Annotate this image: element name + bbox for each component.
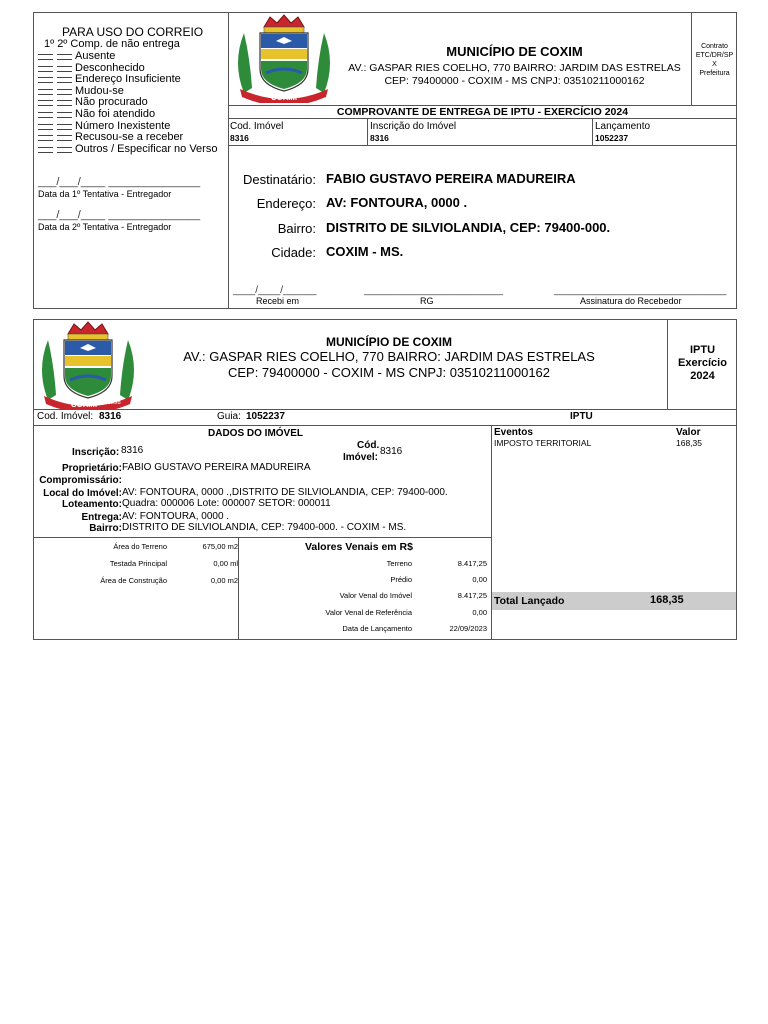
bairro-value-bill: DISTRITO DE SILVIOLANDIA, CEP: 79400-000. - COXIM - MS. [122, 522, 407, 533]
area-value: 0,00 ml [213, 560, 238, 568]
bairro-value: DISTRITO DE SILVIOLANDIA, CEP: 79400-000. [326, 220, 611, 235]
cidade-label: Cidade: [271, 245, 316, 260]
checkbox-1st-attempt[interactable] [38, 77, 53, 83]
venal-label: Valor Venal do Imóvel [339, 591, 412, 601]
destinatario-label: Destinatário: [243, 172, 316, 187]
tentativa2-label: Data da 2º Tentativa - Entregador [38, 222, 172, 232]
entrega-value: AV: FONTOURA, 0000 . [122, 511, 230, 522]
proprietario-value: FABIO GUSTAVO PEREIRA MADUREIRA [122, 462, 311, 473]
checkbox-1st-attempt[interactable] [38, 66, 53, 72]
cidade-value: COXIM - MS. [326, 244, 404, 259]
crest-text: COXIM [270, 93, 298, 102]
local-label: Local do Imóvel: [43, 488, 122, 499]
comprovante-title: COMPROVANTE DE ENTREGA DE IPTU - EXERCÍCIO 2024 [336, 106, 629, 118]
bairro-label-bill: Bairro: [89, 523, 122, 534]
checkbox-1st-attempt[interactable] [38, 100, 53, 106]
iptu-label: IPTU [570, 411, 593, 422]
bill-address-line1: AV.: GASPAR RIES COELHO, 770 BAIRRO: JARDIM DAS ESTRELAS [183, 349, 595, 364]
correio-title: PARA USO DO CORREIO [62, 25, 204, 39]
inscricao-value-bill: 8316 [121, 445, 144, 456]
cod-imovel-label: Cod. Imóvel [230, 121, 284, 132]
proprietario-label: Proprietário: [61, 463, 122, 474]
address-line1: AV.: GASPAR RIES COELHO, 770 BAIRRO: JARDIM DAS ESTRELAS [348, 62, 681, 74]
area-value: 675,00 m2 [202, 543, 238, 551]
contrato-box: Contrato ETC/DR/SP X Prefeitura [695, 43, 734, 77]
checkbox-1st-attempt[interactable] [38, 135, 53, 141]
bairro-label: Bairro: [277, 221, 316, 236]
checkbox-1st-attempt[interactable] [38, 112, 53, 118]
tentativa1-label: Data da 1º Tentativa - Entregador [38, 189, 172, 199]
venal-value: 22/09/2023 [449, 623, 487, 633]
endereco-value: AV: FONTOURA, 0000 . [326, 195, 468, 210]
address-line2: CEP: 79400000 - COXIM - MS CNPJ: 03510211000162 [384, 75, 645, 87]
checkbox-2nd-attempt[interactable] [57, 77, 72, 83]
recebi-em-label: Recebi em [256, 296, 300, 306]
correio-option-label: Recusou-se a receber [75, 131, 184, 144]
signature-date-blank: ____/____/______ [233, 285, 317, 296]
lancamento-value: 1052237 [595, 133, 629, 143]
valor-header: Valor [676, 427, 701, 438]
checkbox-1st-attempt[interactable] [38, 54, 53, 60]
crest-year: 1898 [107, 400, 121, 406]
checkbox-2nd-attempt[interactable] [57, 66, 72, 72]
destinatario-value: FABIO GUSTAVO PEREIRA MADUREIRA [326, 171, 576, 186]
area-label: Testada Principal [109, 559, 167, 568]
checkbox-2nd-attempt[interactable] [57, 147, 72, 153]
inscricao-label: Inscrição do Imóvel [370, 121, 457, 132]
cod-value-bill: 8316 [380, 446, 403, 457]
evento-name: IMPOSTO TERRITORIAL [494, 438, 592, 448]
municipio-title: MUNICÍPIO DE COXIM [446, 44, 583, 59]
iptu-exercicio-box: IPTU Exercício 2024 [678, 344, 727, 382]
correio-option-label: Endereço Insuficiente [75, 73, 181, 86]
guia-label: Guia: [217, 411, 241, 422]
municipal-crest-logo [230, 13, 338, 103]
checkbox-2nd-attempt[interactable] [57, 100, 72, 106]
venal-value: 0,00 [472, 575, 487, 585]
evento-value: 168,35 [676, 438, 702, 448]
venal-label: Data de Lançamento [342, 623, 412, 633]
checkbox-2nd-attempt[interactable] [57, 124, 72, 130]
correio-option-label: Ausente [75, 50, 116, 62]
correio-option-label: Outros / Especificar no Verso [75, 142, 218, 155]
lancamento-label: Lançamento [595, 121, 651, 132]
tentativa2-blank: ___/___/____ _______________ [38, 209, 201, 221]
municipal-crest-logo-bill [34, 320, 142, 410]
checkbox-2nd-attempt[interactable] [57, 89, 72, 95]
checkbox-2nd-attempt[interactable] [57, 112, 72, 118]
signature-sign-blank: _______________________________ [554, 285, 727, 296]
guia-value: 1052237 [246, 411, 285, 422]
venal-value: 8.417,25 [457, 559, 487, 568]
checkbox-1st-attempt[interactable] [38, 89, 53, 95]
bill-cod-imovel-value: 8316 [99, 411, 122, 422]
tentativa1-blank: ___/___/____ _______________ [38, 176, 201, 188]
dados-imovel-title: DADOS DO IMÓVEL [208, 428, 304, 439]
cod-imovel-value: 8316 [230, 133, 249, 143]
area-label: Área do Terreno [113, 542, 167, 551]
checkbox-1st-attempt[interactable] [38, 147, 53, 153]
total-label: Total Lançado [494, 595, 565, 607]
bill-address-line2: CEP: 79400000 - COXIM - MS CNPJ: 03510211000162 [227, 365, 551, 380]
correio-option-label: Não procurado [75, 96, 148, 109]
cod-label-a: Cód. [357, 440, 380, 451]
assinatura-label: Assinatura do Recebedor [580, 296, 682, 306]
eventos-header: Eventos [494, 427, 533, 438]
bill-cod-imovel-label: Cod. Imóvel: [37, 411, 94, 422]
venal-value: 0,00 [472, 607, 487, 617]
total-value: 168,35 [650, 594, 684, 606]
rg-label: RG [420, 296, 434, 306]
compromissario-label: Compromissário: [39, 475, 122, 486]
area-label: Área de Construção [100, 576, 167, 585]
venal-value: 8.417,25 [457, 591, 487, 601]
checkbox-1st-attempt[interactable] [38, 124, 53, 130]
venal-label: Prédio [390, 575, 412, 585]
correio-option-label: Não foi atendido [75, 108, 156, 120]
area-value: 0,00 m2 [210, 577, 238, 585]
correio-option-label: Número Inexistente [75, 119, 171, 132]
correio-option-label: Mudou-se [75, 84, 124, 97]
venal-label: Terreno [386, 559, 412, 568]
crest-text-bill: COXIM [70, 400, 98, 409]
local-value: AV: FONTOURA, 0000 .,DISTRITO DE SILVIOLANDIA, CEP: 79400-000. [122, 487, 448, 498]
loteamento-value: Quadra: 000006 Lote: 000007 SETOR: 000011 [122, 498, 331, 509]
inscricao-label-bill: Inscrição: [72, 447, 120, 458]
inscricao-value: 8316 [370, 133, 389, 143]
endereco-label: Endereço: [256, 196, 316, 211]
cod-label-b: Imóvel: [343, 452, 379, 463]
loteamento-label: Loteamento: [62, 499, 122, 510]
venais-title: Valores Venais em R$ [305, 541, 413, 553]
entrega-label: Entrega: [81, 512, 122, 523]
checkbox-2nd-attempt[interactable] [57, 135, 72, 141]
venal-label: Valor Venal de Referência [325, 607, 412, 617]
correio-option-label: Desconhecido [75, 61, 145, 74]
signature-rg-blank: _________________________ [364, 285, 504, 296]
correio-col-header: 1º 2º Comp. de não entrega [44, 38, 180, 50]
bill-municipio-title: MUNICÍPIO DE COXIM [325, 335, 452, 349]
checkbox-2nd-attempt[interactable] [57, 54, 72, 60]
